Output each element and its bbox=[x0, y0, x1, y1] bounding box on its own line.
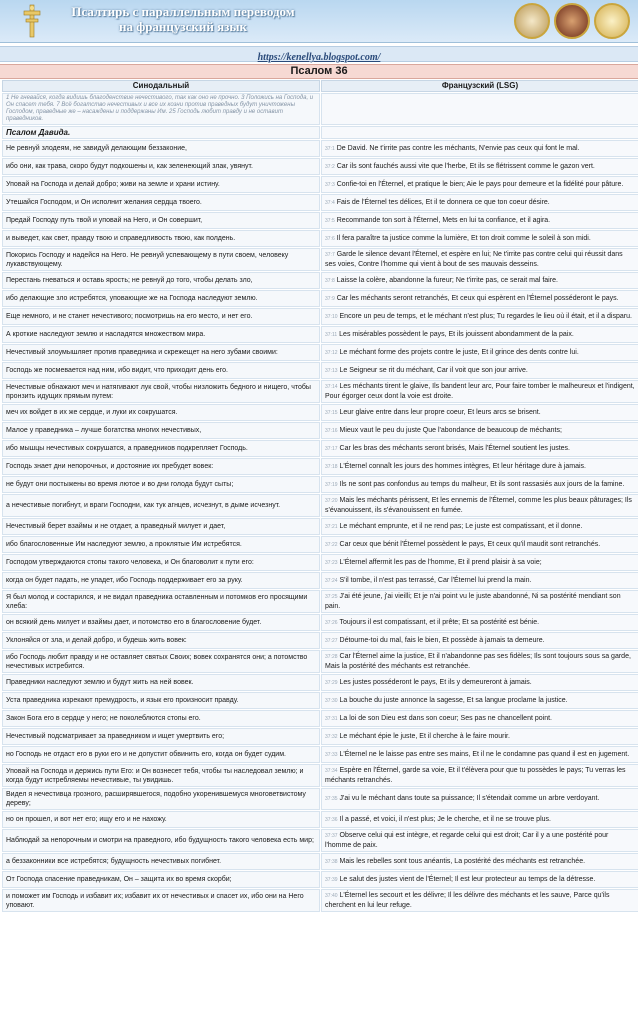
verse-number: 37:27 bbox=[325, 637, 338, 644]
verse-french-text: Détourne-toi du mal, fais le bien, Et possède à jamais ta demeure. bbox=[339, 636, 545, 644]
verse-number: 37:40 bbox=[325, 893, 338, 899]
verse-row bbox=[2, 554, 638, 571]
verse-synodal: Не ревнуй злодеям, не завидуй делающим беззаконие, bbox=[2, 140, 320, 157]
verse-number: 37:34 bbox=[325, 768, 338, 774]
verse-french bbox=[321, 458, 638, 475]
verse-number: 37:21 bbox=[325, 523, 338, 530]
verse-synodal: не будут они постыжены во время лютое и во дни голода будут сыты; bbox=[2, 476, 320, 493]
saint-left-icon bbox=[514, 3, 550, 39]
verse-row bbox=[2, 494, 638, 517]
verse-french bbox=[321, 811, 638, 828]
verse-number: 37:20 bbox=[325, 498, 338, 504]
verse-french bbox=[321, 194, 638, 211]
verse-row bbox=[2, 422, 638, 439]
verse-french bbox=[321, 889, 638, 912]
verse-synodal: Перестань гневаться и оставь ярость; не ревнуй до того, чтобы делать зло, bbox=[2, 272, 320, 289]
verse-number: 37:10 bbox=[325, 313, 338, 320]
verse-french-text: Le méchant emprunte, et il ne rend pas; Le juste est compatissant, et il donne. bbox=[339, 522, 583, 530]
verse-number: 37:17 bbox=[325, 445, 338, 452]
verse-french bbox=[321, 829, 638, 852]
verse-row bbox=[2, 440, 638, 457]
verse-french-text: Car les méchants seront retranchés, Et ceux qui espèrent en l'Éternel posséderont le pays. bbox=[336, 294, 619, 302]
verse-french bbox=[321, 362, 638, 379]
verse-row bbox=[2, 140, 638, 157]
verse-french-text: Ils ne sont pas confondus au temps du malheur, Et ils sont rassasiés aux jours de la famine. bbox=[339, 480, 625, 488]
verse-row bbox=[2, 692, 638, 709]
verse-number: 37:23 bbox=[325, 559, 338, 566]
verse-synodal: Утешайся Господом, и Он исполнит желания сердца твоего. bbox=[2, 194, 320, 211]
verse-french bbox=[321, 290, 638, 307]
verse-row bbox=[2, 746, 638, 763]
verse-synodal: меч их войдет в их же сердце, и луки их сокрушатся. bbox=[2, 404, 320, 421]
verse-row bbox=[2, 853, 638, 870]
verse-french-text: Le méchant forme des projets contre le juste, Et il grince des dents contre lui. bbox=[339, 348, 579, 356]
site-title-line1: Псалтирь с параллельным переводом bbox=[71, 4, 295, 19]
verse-number: 37:24 bbox=[325, 577, 338, 584]
verse-french bbox=[321, 344, 638, 361]
verse-row bbox=[2, 811, 638, 828]
verse-synodal: От Господа спасение праведникам, Он – защита их во время скорби; bbox=[2, 871, 320, 888]
verse-french bbox=[321, 308, 638, 325]
verse-french bbox=[321, 212, 638, 229]
verse-row bbox=[2, 728, 638, 745]
verse-row bbox=[2, 272, 638, 289]
intro-note: 1 Не гневайся, когда видишь благоденствие нечестивого, так как оно не прочно. 3 Положись на Господа, и Он спасет тебя. 7 Всё богатство нечестивых и все их козни против праведных будут уничтожены Господом, праведные же – насаждены и поддержаны Им. 25 Господь любит правду и не оставит праведников. bbox=[2, 93, 320, 125]
verse-row bbox=[2, 518, 638, 535]
verse-french bbox=[321, 650, 638, 673]
verse-synodal: Предай Господу путь твой и уповай на Него, и Он совершит, bbox=[2, 212, 320, 229]
verse-row bbox=[2, 362, 638, 379]
verse-french-text: Espère en l'Éternel, garde sa voie, Et il t'élèvera pour que tu possèdes le pays; Tu verras les méchants retranchés. bbox=[325, 767, 626, 784]
verse-french-text: Confie-toi en l'Éternel, et pratique le bien; Aie le pays pour demeure et la fidélité pour pâture. bbox=[336, 180, 624, 188]
blog-link[interactable]: https://kenellya.blogspot.com/ bbox=[257, 52, 381, 63]
verse-number: 37:38 bbox=[325, 858, 338, 865]
verse-number: 37:30 bbox=[325, 697, 338, 704]
verse-number: 37:6 bbox=[325, 235, 335, 242]
verse-synodal: Нечестивые обнажают меч и натягивают лук свой, чтобы низложить бедного и нищего, чтобы пронзить идущих прямым путем: bbox=[2, 380, 320, 403]
verse-french bbox=[321, 440, 638, 457]
verse-french bbox=[321, 572, 638, 589]
verse-french bbox=[321, 422, 638, 439]
verse-number: 37:1 bbox=[325, 145, 335, 152]
superscription: Псалом Давида. bbox=[2, 126, 320, 139]
verse-row bbox=[2, 632, 638, 649]
verse-french-text: J'ai été jeune, j'ai vieilli; Et je n'ai point vu le juste abandonné, Ni sa postérité mendiant son pain. bbox=[325, 593, 621, 610]
verse-row bbox=[2, 248, 638, 271]
verse-french-text: Mais les rebelles sont tous anéantis, La postérité des méchants est retranchée. bbox=[339, 857, 586, 865]
verse-french-text: Laisse la colère, abandonne la fureur; Ne t'irrite pas, ce serait mal faire. bbox=[336, 276, 558, 284]
verse-synodal: Праведники наследуют землю и будут жить на ней вовек. bbox=[2, 674, 320, 691]
verse-french-text: Garde le silence devant l'Éternel, et espère en lui; Ne t'irrite pas contre celui qui réussit dans ses voies, Contre l'homme qui vient à bout de ses mauvais desseins. bbox=[325, 251, 623, 268]
verse-synodal: Господь знает дни непорочных, и достояние их пребудет вовек: bbox=[2, 458, 320, 475]
verse-row bbox=[2, 458, 638, 475]
verse-row bbox=[2, 572, 638, 589]
site-title bbox=[48, 4, 318, 34]
saint-center-icon bbox=[554, 3, 590, 39]
verse-row bbox=[2, 788, 638, 810]
verse-number: 37:18 bbox=[325, 463, 338, 470]
verse-french-text: Car ils sont fauchés aussi vite que l'herbe, Et ils se flétrissent comme le gazon vert. bbox=[336, 162, 595, 170]
verse-row bbox=[2, 212, 638, 229]
verse-french-text: Il fera paraître ta justice comme la lumière, Et ton droit comme le soleil à son midi. bbox=[336, 234, 591, 242]
verse-synodal: а беззаконники все истребятся; будущность нечестивых погибнет. bbox=[2, 853, 320, 870]
verse-french-text: Encore un peu de temps, et le méchant n'est plus; Tu regardes le lieu où il était, et il a disparu. bbox=[339, 312, 632, 320]
verse-french bbox=[321, 746, 638, 763]
verse-french bbox=[321, 404, 638, 421]
verse-row bbox=[2, 230, 638, 247]
verse-synodal: а нечестивые погибнут, и враги Господни, как тук агнцев, исчезнут, в дыме исчезнут. bbox=[2, 494, 320, 517]
verse-number: 37:22 bbox=[325, 541, 338, 548]
verse-french bbox=[321, 140, 638, 157]
verse-row bbox=[2, 380, 638, 403]
verse-french-text: Le Seigneur se rit du méchant, Car il voit que son jour arrive. bbox=[339, 366, 528, 374]
verse-row bbox=[2, 308, 638, 325]
verse-synodal: но Господь не отдаст его в руки его и не допустит обвинить его, когда он будет судим. bbox=[2, 746, 320, 763]
verse-number: 37:3 bbox=[325, 181, 335, 188]
verse-row bbox=[2, 764, 638, 787]
verse-synodal: Господь же посмевается над ним, ибо видит, что приходит день его. bbox=[2, 362, 320, 379]
verse-french-text: La bouche du juste annonce la sagesse, Et sa langue proclame la justice. bbox=[339, 696, 568, 704]
verse-synodal: и поможет им Господь и избавит их; избавит их от нечестивых и спасет их, ибо они на Него уповают. bbox=[2, 889, 320, 912]
verse-french-text: Les misérables possèdent le pays, Et ils jouissent abondamment de la paix. bbox=[339, 330, 574, 338]
verse-number: 37:26 bbox=[325, 619, 338, 626]
verse-row bbox=[2, 889, 638, 912]
verse-number: 37:31 bbox=[325, 715, 338, 722]
verse-synodal: ибо делающие зло истребятся, уповающие же на Господа наследуют землю. bbox=[2, 290, 320, 307]
saint-right-icon bbox=[594, 3, 630, 39]
verse-row bbox=[2, 344, 638, 361]
verse-number: 37:14 bbox=[325, 384, 338, 390]
verse-number: 37:35 bbox=[325, 796, 338, 802]
verse-french-text: La loi de son Dieu est dans son coeur; Ses pas ne chancellent point. bbox=[339, 714, 552, 722]
verse-number: 37:12 bbox=[325, 349, 338, 356]
verse-french-text: Car ceux que bénit l'Éternel possèdent le pays, Et ceux qu'il maudit sont retranchés. bbox=[339, 540, 601, 548]
verse-synodal: Нечестивый подсматривает за праведником и ищет умертвить его; bbox=[2, 728, 320, 745]
verse-synodal: Еще немного, и не станет нечестивого; посмотришь на его место, и нет его. bbox=[2, 308, 320, 325]
verse-synodal: Видел я нечестивца грозного, расширявшегося, подобно укоренившемуся многоветвистому дереву; bbox=[2, 788, 320, 810]
verse-row bbox=[2, 674, 638, 691]
verse-french-text: Les méchants tirent le glaive, Ils bandent leur arc, Pour faire tomber le malheureux et l'indigent, Pour égorger ceux dont la voie est droite. bbox=[325, 383, 635, 400]
verse-french bbox=[321, 871, 638, 888]
verse-french-text: Car l'Éternel aime la justice, Et il n'abandonne pas ses fidèles; Ils sont toujours sous sa garde, Mais la postérité des méchants est retranchée. bbox=[325, 653, 631, 670]
verse-french bbox=[321, 853, 638, 870]
verse-number: 37:8 bbox=[325, 277, 335, 284]
verse-row bbox=[2, 710, 638, 727]
verse-synodal: и выведет, как свет, правду твою и справедливость твою, как полдень. bbox=[2, 230, 320, 247]
verse-synodal: ибо благословенные Им наследуют землю, а проклятые Им истребятся. bbox=[2, 536, 320, 553]
verse-number: 37:25 bbox=[325, 594, 338, 600]
verse-french-text: Leur glaive entre dans leur propre coeur, Et leurs arcs se brisent. bbox=[339, 408, 541, 416]
verse-synodal: ибо мышцы нечестивых сокрушатся, а праведников подкрепляет Господь. bbox=[2, 440, 320, 457]
verse-french bbox=[321, 710, 638, 727]
verse-number: 37:15 bbox=[325, 409, 338, 416]
verse-number: 37:13 bbox=[325, 367, 338, 374]
verse-synodal: А кроткие наследуют землю и насладятся множеством мира. bbox=[2, 326, 320, 343]
verse-row bbox=[2, 404, 638, 421]
verse-french-text: Le méchant épie le juste, Et il cherche à le faire mourir. bbox=[339, 732, 510, 740]
verse-french-text: Les justes posséderont le pays, Et ils y demeureront à jamais. bbox=[339, 678, 532, 686]
blog-link-bar bbox=[0, 46, 638, 62]
verse-synodal: Нечестивый берет взаймы и не отдает, а праведный милует и дает, bbox=[2, 518, 320, 535]
verse-french bbox=[321, 176, 638, 193]
verse-french bbox=[321, 248, 638, 271]
verse-row bbox=[2, 290, 638, 307]
verse-french-text: L'Éternel connaît les jours des hommes intègres, Et leur héritage dure à jamais. bbox=[339, 462, 586, 470]
verse-synodal: Малое у праведника – лучше богатства многих нечестивых, bbox=[2, 422, 320, 439]
verse-french-text: De David. Ne t'irrite pas contre les méchants, N'envie pas ceux qui font le mal. bbox=[336, 144, 580, 152]
verse-synodal: Наблюдай за непорочным и смотри на праведного, ибо будущность такого человека есть мир; bbox=[2, 829, 320, 852]
verse-number: 37:4 bbox=[325, 199, 335, 206]
verse-french bbox=[321, 326, 638, 343]
parallel-table bbox=[1, 79, 638, 913]
column-header-french: Французский (LSG) bbox=[321, 80, 638, 92]
verse-synodal: когда он будет падать, не упадет, ибо Господь поддерживает его за руку. bbox=[2, 572, 320, 589]
verse-synodal: ибо они, как трава, скоро будут подкошены и, как зеленеющий злак, увянут. bbox=[2, 158, 320, 175]
superscription-empty bbox=[321, 126, 638, 139]
column-header-synodal: Синодальный bbox=[2, 80, 320, 92]
verse-row bbox=[2, 829, 638, 852]
verse-french-text: J'ai vu le méchant dans toute sa puissance; Il s'étendait comme un arbre verdoyant. bbox=[339, 795, 600, 802]
verse-french-text: L'Éternel affermit les pas de l'homme, Et il prend plaisir à sa voie; bbox=[339, 558, 542, 566]
verse-french bbox=[321, 158, 638, 175]
intro-note-empty bbox=[321, 93, 638, 125]
verse-number: 37:11 bbox=[325, 331, 338, 338]
verse-number: 37:37 bbox=[325, 833, 338, 839]
verse-row bbox=[2, 871, 638, 888]
verse-synodal: Нечестивый злоумышляет против праведника и скрежещет на него зубами своими: bbox=[2, 344, 320, 361]
verse-number: 37:2 bbox=[325, 163, 335, 170]
verse-french bbox=[321, 674, 638, 691]
verse-french bbox=[321, 788, 638, 810]
verse-french-text: S'il tombe, il n'est pas terrassé, Car l'Éternel lui prend la main. bbox=[339, 576, 532, 584]
verse-french bbox=[321, 554, 638, 571]
psalm-title: Псалом 36 bbox=[0, 64, 638, 79]
verse-french bbox=[321, 728, 638, 745]
verse-synodal: он всякий день милует и взаймы дает, и потомство его в благословение будет. bbox=[2, 614, 320, 631]
verse-synodal: Я был молод и состарился, и не видал праведника оставленным и потомков его просящими хлеба: bbox=[2, 590, 320, 613]
verse-french-text: Mais les méchants périssent, Et les ennemis de l'Éternel, comme les plus beaux pâturages; Ils s'évanouissent, ils s'évanouissent en fumée. bbox=[325, 497, 632, 514]
verse-row bbox=[2, 614, 638, 631]
verse-row bbox=[2, 158, 638, 175]
verse-row bbox=[2, 326, 638, 343]
verse-synodal: ибо Господь любит правду и не оставляет святых Своих; вовек сохранятся они; а потомство нечестивых истребится. bbox=[2, 650, 320, 673]
verse-synodal: Уповай на Господа и держись пути Его: и Он вознесет тебя, чтобы ты наследовал землю; и когда будут истребляемы нечестивые, ты увидишь. bbox=[2, 764, 320, 787]
verse-french-text: Fais de l'Éternel tes délices, Et il te donnera ce que ton coeur désire. bbox=[336, 198, 550, 206]
verse-french bbox=[321, 230, 638, 247]
verse-number: 37:33 bbox=[325, 751, 338, 758]
verse-synodal: Уклоняйся от зла, и делай добро, и будешь жить вовек: bbox=[2, 632, 320, 649]
verse-number: 37:16 bbox=[325, 427, 338, 434]
verse-french-text: L'Éternel ne le laisse pas entre ses mains, Et il ne le condamne pas quand il est en jugement. bbox=[339, 750, 630, 758]
verse-row bbox=[2, 176, 638, 193]
verse-french-text: Car les bras des méchants seront brisés, Mais l'Éternel soutient les justes. bbox=[339, 444, 571, 452]
verse-row bbox=[2, 590, 638, 613]
verse-french-text: Mieux vaut le peu du juste Que l'abondance de beaucoup de méchants; bbox=[339, 426, 562, 434]
verse-number: 37:9 bbox=[325, 295, 335, 302]
verse-french bbox=[321, 518, 638, 535]
icon-group bbox=[510, 3, 630, 44]
verse-number: 37:36 bbox=[325, 816, 338, 823]
verse-french-text: Recommande ton sort à l'Éternel, Mets en lui ta confiance, et il agira. bbox=[336, 216, 551, 224]
verse-synodal: Уповай на Господа и делай добро; живи на земле и храни истину. bbox=[2, 176, 320, 193]
verse-row bbox=[2, 476, 638, 493]
verse-french-text: Observe celui qui est intègre, et regarde celui qui est droit; Car il y a une postérité pour l'homme de paix. bbox=[325, 832, 609, 849]
verse-number: 37:5 bbox=[325, 217, 335, 224]
verse-row bbox=[2, 194, 638, 211]
verse-row bbox=[2, 650, 638, 673]
verse-number: 37:28 bbox=[325, 654, 338, 660]
verse-french bbox=[321, 632, 638, 649]
verse-french bbox=[321, 272, 638, 289]
verse-number: 37:7 bbox=[325, 252, 335, 258]
verse-number: 37:19 bbox=[325, 481, 338, 488]
verse-synodal: но он прошел, и вот нет его; ищу его и не нахожу. bbox=[2, 811, 320, 828]
verse-synodal: Уста праведника изрекают премудрость, и язык его произносит правду. bbox=[2, 692, 320, 709]
verse-row bbox=[2, 536, 638, 553]
verse-synodal: Господом утверждаются стопы такого человека, и Он благоволит к пути его: bbox=[2, 554, 320, 571]
verse-french bbox=[321, 764, 638, 787]
verse-synodal: Покорись Господу и надейся на Него. Не ревнуй успевающему в пути своем, человеку лукавствующему. bbox=[2, 248, 320, 271]
cross-crest-icon bbox=[22, 4, 42, 38]
verse-french bbox=[321, 380, 638, 403]
site-banner bbox=[0, 0, 638, 43]
verse-french-text: Le salut des justes vient de l'Éternel; Il est leur protecteur au temps de la détresse. bbox=[339, 875, 596, 883]
verse-synodal: Закон Бога его в сердце у него; не поколеблются стопы его. bbox=[2, 710, 320, 727]
verse-french bbox=[321, 590, 638, 613]
verse-french bbox=[321, 536, 638, 553]
verse-french bbox=[321, 692, 638, 709]
verse-french-text: Toujours il est compatissant, et il prête; Et sa postérité est bénie. bbox=[339, 618, 540, 626]
verse-french bbox=[321, 494, 638, 517]
verse-french bbox=[321, 476, 638, 493]
verse-number: 37:29 bbox=[325, 679, 338, 686]
verse-number: 37:32 bbox=[325, 733, 338, 740]
verse-number: 37:39 bbox=[325, 876, 338, 883]
verse-french-text: Il a passé, et voici, il n'est plus; Je le cherche, et il ne se trouve plus. bbox=[339, 815, 551, 823]
verse-french bbox=[321, 614, 638, 631]
verse-french-text: L'Éternel les secourt et les délivre; Il les délivre des méchants et les sauve, Parce qu'ils cherchent en lui leur refuge. bbox=[325, 892, 610, 909]
site-title-line2: на французский язык bbox=[118, 19, 248, 34]
